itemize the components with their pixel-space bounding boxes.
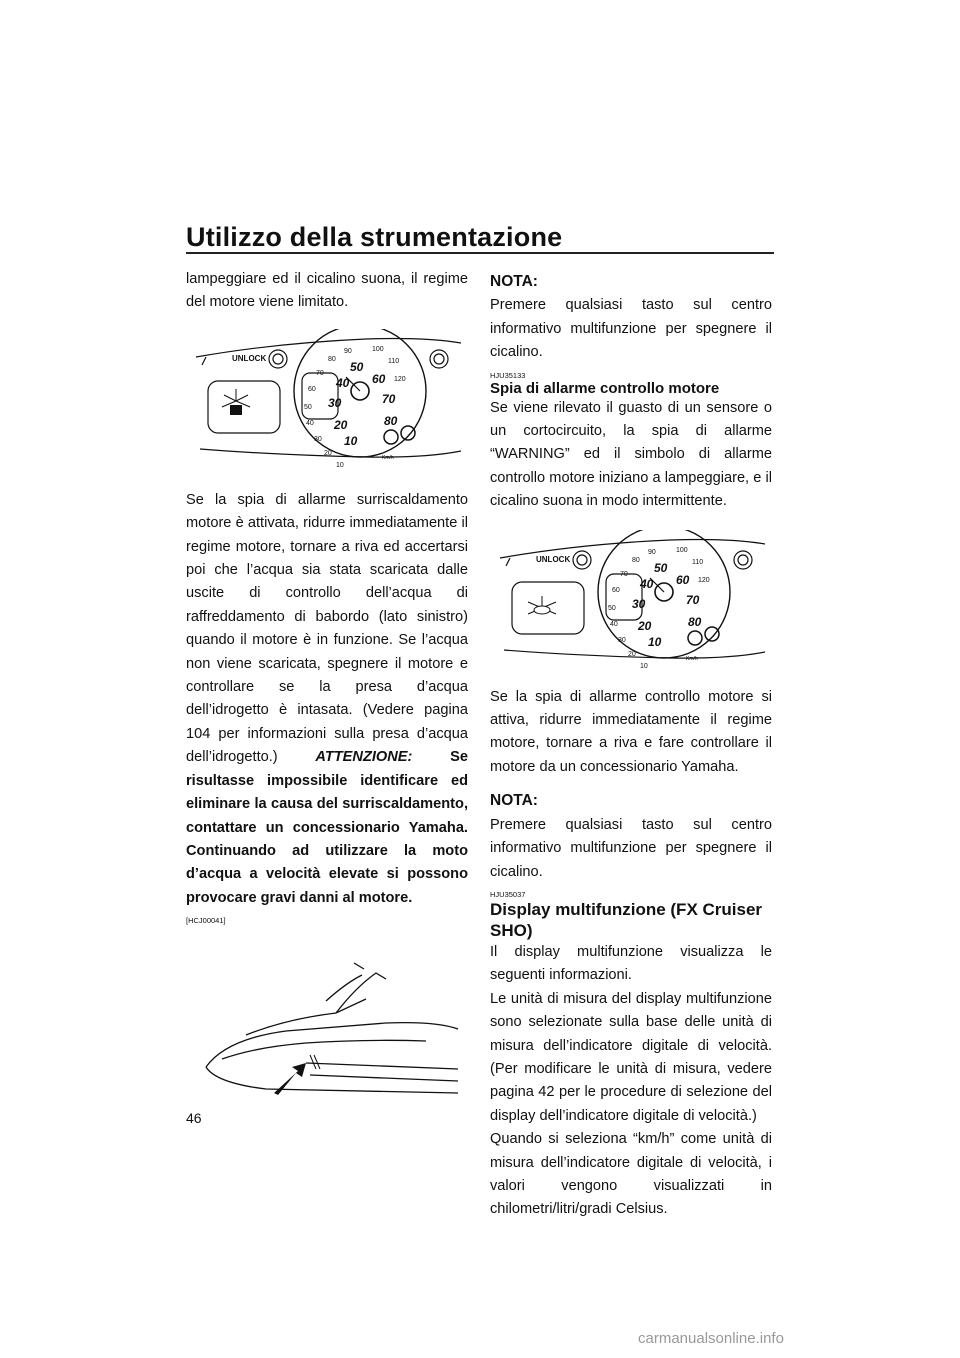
section-heading-engine-warning: Spia di allarme controllo motore bbox=[490, 379, 720, 397]
svg-text:10: 10 bbox=[640, 662, 648, 670]
overheat-paragraph bbox=[186, 489, 468, 910]
watermark: carmanualsonline.info bbox=[638, 1330, 784, 1347]
svg-text:80: 80 bbox=[632, 556, 640, 564]
nota-heading-1: NOTA: bbox=[490, 273, 538, 290]
attenzione-text: Se risultasse impossibile identificare ed eliminare la causa del surriscaldamento, contattare un concessionario Yamaha. Continuando ad utilizzare la moto d’acqua a velocità elevate si possono provocare gravi danni al motore. bbox=[186, 749, 468, 906]
svg-text:40: 40 bbox=[610, 620, 618, 628]
svg-text:100: 100 bbox=[676, 546, 688, 554]
svg-text:50: 50 bbox=[350, 359, 364, 374]
svg-text:70: 70 bbox=[382, 391, 396, 406]
svg-text:Km/h: Km/h bbox=[382, 454, 394, 461]
engine-warning-text: Se viene rilevato il guasto di un sensore o un cortocircuito, la spia di allarme “WARNING” ed il simbolo di allarme controllo motore iniziano a lampeggiare, e il cicalino suona in modo intermittente. bbox=[490, 399, 772, 510]
overheat-text: Se la spia di allarme surriscaldamento motore è attivata, ridurre immediatamente il regime motore, tornare a riva ed accertarsi poi che l’acqua sia stata scaricata dalle uscite di controllo dell’acqua di raffreddamento di babordo (lato sinistro) quando il motore è in funzione. Se l’acqua non viene scaricata, spegnere il motore e controllare se la presa d’acqua dell’idrogetto è intasata. (Vedere pagina 104 per informazioni sulla presa d’acqua dell’idrogetto.) bbox=[186, 491, 468, 766]
svg-text:40: 40 bbox=[306, 419, 314, 427]
svg-text:60: 60 bbox=[612, 586, 620, 594]
svg-text:Km/h: Km/h bbox=[686, 655, 698, 662]
svg-text:20: 20 bbox=[628, 650, 636, 658]
svg-text:60: 60 bbox=[676, 572, 690, 587]
title-rule bbox=[186, 252, 774, 254]
multifunction-text-1: Il display multifunzione visualizza le seguenti informazioni. bbox=[490, 943, 772, 984]
page-number: 46 bbox=[186, 1110, 202, 1126]
watercraft-figure bbox=[186, 943, 468, 1113]
nota-heading-2: NOTA: bbox=[490, 792, 538, 810]
section-heading-multifunction: Display multifunzione (FX Cruiser SHO) bbox=[490, 899, 763, 940]
svg-text:100: 100 bbox=[372, 345, 384, 353]
svg-text:20: 20 bbox=[638, 618, 652, 633]
svg-text:120: 120 bbox=[394, 375, 406, 383]
section-code-2: HJU35037 bbox=[490, 889, 526, 899]
multifunction-text-3: Quando si seleziona “km/h” come unità di misura dell’indicatore digitale di velocità, i valori vengono visualizzati in chilometri/litri/gradi Celsius. bbox=[490, 1131, 772, 1218]
svg-text:10: 10 bbox=[336, 461, 344, 469]
svg-text:90: 90 bbox=[344, 347, 352, 355]
left-column bbox=[186, 268, 468, 1113]
svg-text:40: 40 bbox=[336, 375, 350, 390]
svg-text:10: 10 bbox=[344, 433, 358, 448]
svg-text:30: 30 bbox=[618, 636, 626, 644]
svg-text:70: 70 bbox=[686, 592, 700, 607]
svg-text:110: 110 bbox=[388, 357, 400, 365]
nota-text-2: Premere qualsiasi tasto sul centro informativo multifunzione per spegnere il cicalino. bbox=[490, 816, 772, 880]
svg-text:20: 20 bbox=[334, 417, 348, 432]
attenzione-label: ATTENZIONE: bbox=[315, 749, 413, 766]
svg-text:10: 10 bbox=[648, 634, 662, 649]
section-code-1: HJU35133 bbox=[490, 370, 526, 380]
dashboard-figure-engine-warning bbox=[490, 530, 772, 680]
svg-text:30: 30 bbox=[328, 395, 342, 410]
unlock-label: UNLOCK bbox=[232, 353, 267, 363]
svg-text:30: 30 bbox=[632, 596, 646, 611]
svg-text:80: 80 bbox=[384, 413, 398, 428]
right-column bbox=[490, 268, 772, 1222]
svg-text:UNLOCK: UNLOCK bbox=[536, 554, 571, 564]
svg-text:80: 80 bbox=[328, 355, 336, 363]
svg-text:70: 70 bbox=[620, 570, 628, 578]
warning-code: [HCJ00041] bbox=[186, 916, 226, 926]
nota-text-1: Premere qualsiasi tasto sul centro informativo multifunzione per spegnere il cicalino. bbox=[490, 297, 772, 361]
svg-text:60: 60 bbox=[308, 385, 316, 393]
svg-text:90: 90 bbox=[648, 548, 656, 556]
svg-text:50: 50 bbox=[608, 604, 616, 612]
svg-text:20: 20 bbox=[324, 449, 332, 457]
svg-text:40: 40 bbox=[640, 576, 654, 591]
svg-text:50: 50 bbox=[304, 403, 312, 411]
svg-text:80: 80 bbox=[688, 614, 702, 629]
svg-text:120: 120 bbox=[698, 576, 710, 584]
svg-text:30: 30 bbox=[314, 435, 322, 443]
page-title: Utilizzo della strumentazione bbox=[186, 222, 563, 252]
svg-text:70: 70 bbox=[316, 369, 324, 377]
multifunction-text-2: Le unità di misura del display multifunzione sono selezionate sulla base delle unità di misura dell’indicatore digitale di velocità. (Per modificare le unità di misura, vedere pagina 42 per le procedure di selezione del display dell’indicatore digitale di velocità.) bbox=[490, 990, 772, 1124]
svg-text:60: 60 bbox=[372, 371, 386, 386]
svg-text:110: 110 bbox=[692, 558, 704, 566]
svg-text:50: 50 bbox=[654, 560, 668, 575]
engine-warning-action: Se la spia di allarme controllo motore si attiva, ridurre immediatamente il regime motore, tornare a riva e fare controllare il motore da un concessionario Yamaha. bbox=[490, 688, 772, 775]
intro-paragraph: lampeggiare ed il cicalino suona, il regime del motore viene limitato. bbox=[186, 271, 468, 311]
dashboard-figure-overheat bbox=[186, 329, 468, 479]
